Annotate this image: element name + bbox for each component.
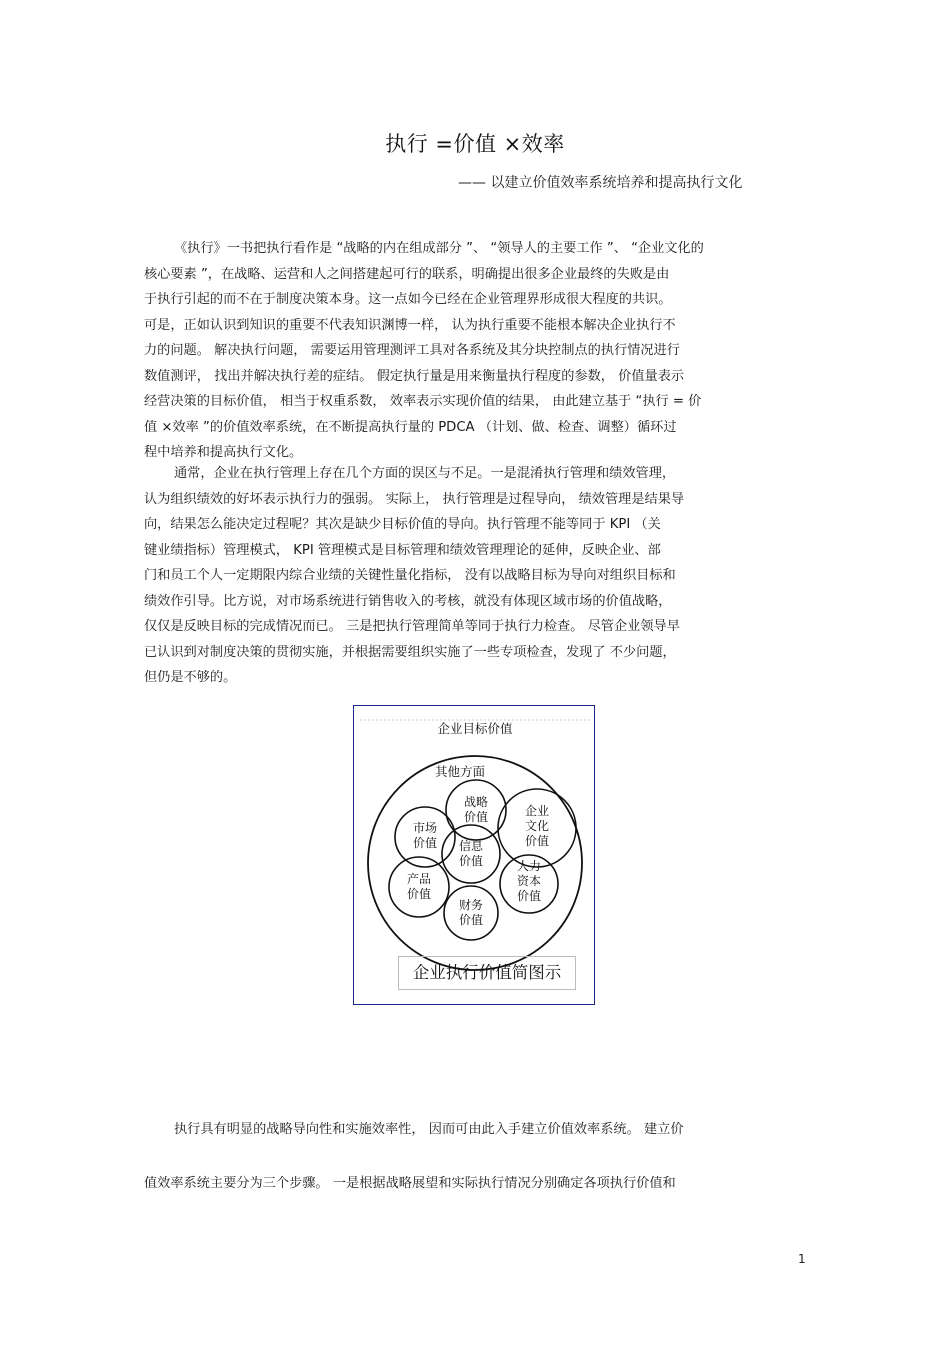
svg-text:价值: 价值 [412,836,438,850]
text-line: 值效率系统主要分为三个步骤。 一是根据战略展望和实际执行情况分别确定各项执行价值和 [144,1176,676,1191]
svg-text:资本: 资本 [516,874,542,888]
paragraph-2 [144,461,808,691]
text-line: 值 ×效率 ”的价值效率系统，在不断提高执行量的 PDCA （计划、做、检查、调整）循环过 [144,419,677,435]
text-line: 可是，正如认识到知识的重要不代表知识渊博一样， 认为执行重要不能根本解决企业执行不 [144,317,676,333]
paragraph-3 [144,1103,808,1211]
bubble-info-value [442,825,500,883]
svg-text:价值: 价值 [463,810,489,824]
text-line: 门和员工个人一定期限内综合业绩的关键性量化指标， 没有以战略目标为导向对组织目标和 [144,568,676,583]
svg-text:市场: 市场 [412,821,438,835]
svg-text:价值: 价值 [458,854,484,868]
svg-text:价值: 价值 [516,889,542,903]
diagram-caption: 企业执行价值简图示 [398,956,576,990]
svg-text:企业: 企业 [524,804,550,818]
svg-text:价值: 价值 [524,834,550,848]
svg-text:价值: 价值 [406,887,432,901]
text-line: 通常，企业在执行管理上存在几个方面的误区与不足。一是混淆执行管理和绩效管理， [174,466,676,481]
text-line: 力的问题。 解决执行问题， 需要运用管理测评工具对各系统及其分块控制点的执行情况进行 [144,343,680,358]
text-line: 执行具有明显的战略导向性和实施效率性， 因而可由此入手建立价值效率系统。 建立价 [174,1122,684,1137]
text-line: 程中培养和提高执行文化。 [144,445,303,460]
text-line: 核心要素 ”，在战略、运营和人之间搭建起可行的联系，明确提出很多企业最终的失败是由 [144,266,670,282]
text-line: 仅仅是反映目标的完成情况而已。 三是把执行管理简单等同于执行力检查。 尽管企业领导早 [144,619,680,634]
svg-text:文化: 文化 [524,819,550,833]
text-line: 但仍是不够的。 [144,670,237,685]
page-number: 1 [798,1252,806,1266]
document-subtitle: —— 以建立价值效率系统培养和提高执行文化 [458,175,743,191]
svg-text:财务: 财务 [458,898,484,912]
bubble-finance-value [444,886,498,940]
text-line: 向，结果怎么能决定过程呢？其次是缺少目标价值的导向。执行管理不能等同于 KPI （关 [144,517,661,532]
text-line: 《执行》一书把执行看作是 “战略的内在组成部分 ”、 “领导人的主要工作 ”、 “企业文化的 [174,241,704,256]
label-enterprise-target-value: 企业目标价值 [437,721,513,736]
svg-text:战略: 战略 [463,795,489,809]
enterprise-value-diagram [353,705,595,1005]
bubble-human-capital-value [500,855,558,913]
document-title: 执行 =价值 ×效率 [385,132,565,156]
label-other-aspects: 其他方面 [434,764,486,779]
text-line: 绩效作引导。比方说，对市场系统进行销售收入的考核，就没有体现区域市场的价值战略， [144,593,672,609]
svg-text:价值: 价值 [458,913,484,927]
text-line: 键业绩指标）管理模式， KPI 管理模式是目标管理和绩效管理理论的延伸，反映企业、部 [144,542,661,558]
text-line: 数值测评， 找出并解决执行差的症结。 假定执行量是用来衡量执行程度的参数， 价值量表示 [144,368,685,384]
text-line: 经营决策的目标价值， 相当于权重系数， 效率表示实现价值的结果， 由此建立基于 “执行 = 价 [144,394,702,409]
svg-text:信息: 信息 [458,839,484,853]
text-line: 已认识到对制度决策的贯彻实施，并根据需要组织实施了一些专项检查，发现了 不少问题， [144,644,676,660]
text-line: 认为组织绩效的好坏表示执行力的强弱。 实际上， 执行管理是过程导向， 绩效管理是结果导 [144,491,685,507]
paragraph-1 [144,236,808,466]
text-line: 于执行引起的而不在于制度决策本身。这一点如今已经在企业管理界形成很大程度的共识。 [144,292,672,307]
svg-text:人力: 人力 [516,859,542,873]
svg-text:产品: 产品 [406,872,432,886]
